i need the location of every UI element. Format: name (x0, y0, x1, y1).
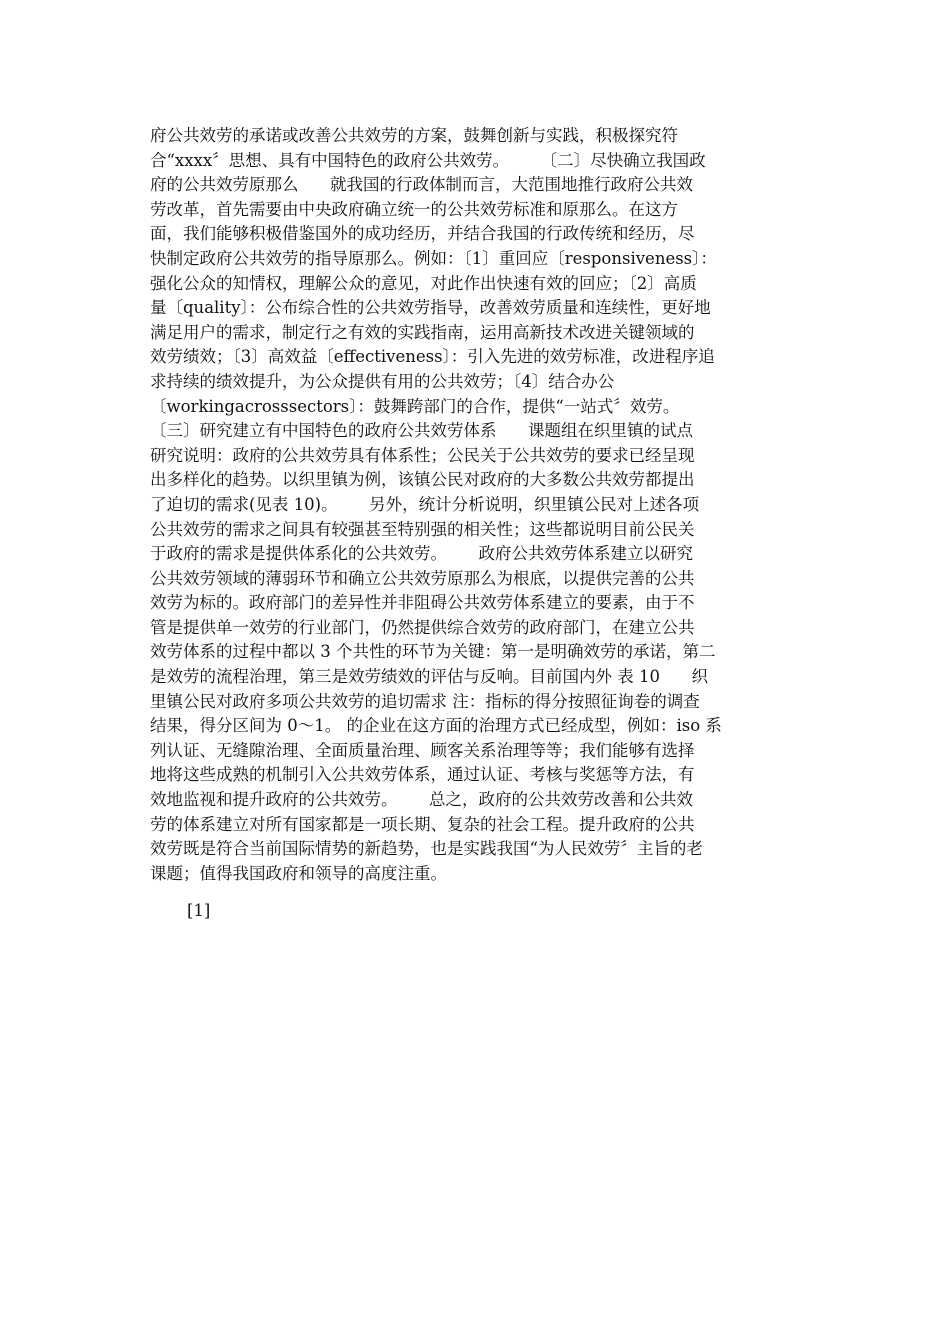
text-line: 效劳体系的过程中都以 3 个共性的环节为关键：第一是明确效劳的承诺，第二 (150, 642, 716, 662)
text-line: 〔三〕研究建立有中国特色的政府公共效劳体系 课题组在织里镇的试点 (150, 421, 693, 441)
text-line: 劳的体系建立对所有国家都是一项长期、复杂的社会工程。提升政府的公共 (150, 814, 695, 834)
text-line: 于政府的需求是提供体系化的公共效劳。 政府公共效劳体系建立以研究 (150, 544, 693, 564)
text-line: 快制定政府公共效劳的指导原那么。例如：〔1〕重回应〔responsiveness〕： (150, 248, 717, 268)
text-line: 出多样化的趋势。以织里镇为例，该镇公民对政府的大多数公共效劳都提出 (150, 470, 695, 490)
text-line: 效劳既是符合当前国际情势的新趋势，也是实践我国“为人民效劳〞主旨的老 (150, 839, 703, 859)
text-line: 量〔quality〕：公布综合性的公共效劳指导，改善效劳质量和连续性，更好地 (150, 298, 711, 318)
text-line: 管是提供单一效劳的行业部门，仍然提供综合效劳的政府部门，在建立公共 (150, 617, 695, 637)
text-line: 效劳为标的。政府部门的差异性并非阻碍公共效劳体系建立的要素，由于不 (150, 593, 695, 613)
text-line: 公共效劳的需求之间具有较强甚至特别强的相关性；这些都说明目前公民关 (150, 519, 695, 539)
text-line: 府公共效劳的承诺或改善公共效劳的方案，鼓舞创新与实践，积极探究符 (150, 126, 678, 145)
text-line: 里镇公民对政府多项公共效劳的追切需求 注：指标的得分按照征询卷的调查 (150, 691, 700, 711)
text-line: 面，我们能够积极借鉴国外的成功经历，并结合我国的行政传统和经历，尽 (150, 224, 695, 244)
text-line: 结果，得分区间为 0～1。 的企业在这方面的治理方式已经成型，例如：iso 系 (150, 716, 722, 736)
text-line: 是效劳的流程治理，第三是效劳绩效的评估与反响。目前国内外 表 10 织 (150, 667, 708, 687)
text-line: 课题；值得我国政府和领导的高度注重。 (150, 863, 447, 883)
body-text (150, 124, 800, 886)
text-line: 合“xxxx〞思想、具有中国特色的政府公共效劳。 〔二〕尽快确立我国政 (150, 150, 706, 170)
text-line: 求持续的绩效提升，为公众提供有用的公共效劳；〔4〕结合办公 (150, 371, 615, 391)
reference-marker: [1] (187, 901, 211, 920)
text-line: 了迫切的需求(见表 10)。 另外，统计分析说明，织里镇公民对上述各项 (150, 494, 700, 514)
text-line: 劳改革，首先需要由中央政府确立统一的公共效劳标准和原那么。在这方 (150, 199, 678, 219)
text-line: 列认证、无缝隙治理、全面质量治理、顾客关系治理等等；我们能够有选择 (150, 740, 695, 760)
text-line: 公共效劳领域的薄弱环节和确立公共效劳原那么为根底，以提供完善的公共 (150, 568, 695, 588)
text-line: 满足用户的需求，制定行之有效的实践指南，运用高新技术改进关键领域的 (150, 322, 695, 342)
text-line: 〔workingacrosssectors〕：鼓舞跨部门的合作，提供“一站式〞效劳。 (150, 396, 680, 416)
text-line: 效劳绩效；〔3〕高效益〔effectiveness〕：引入先进的效劳标准，改进程序追 (150, 347, 715, 367)
text-line: 研究说明：政府的公共效劳具有体系性；公民关于公共效劳的要求已经呈现 (150, 445, 695, 465)
text-line: 效地监视和提升政府的公共效劳。 总之，政府的公共效劳改善和公共效 (150, 790, 693, 810)
text-line: 府的公共效劳原那么 就我国的行政体制而言，大范围地推行政府公共效 (150, 175, 693, 195)
text-line: 强化公众的知情权，理解公众的意见，对此作出快速有效的回应；〔2〕高质 (150, 273, 697, 293)
text-line: 地将这些成熟的机制引入公共效劳体系，通过认证、考核与奖惩等方法，有 (150, 765, 695, 785)
